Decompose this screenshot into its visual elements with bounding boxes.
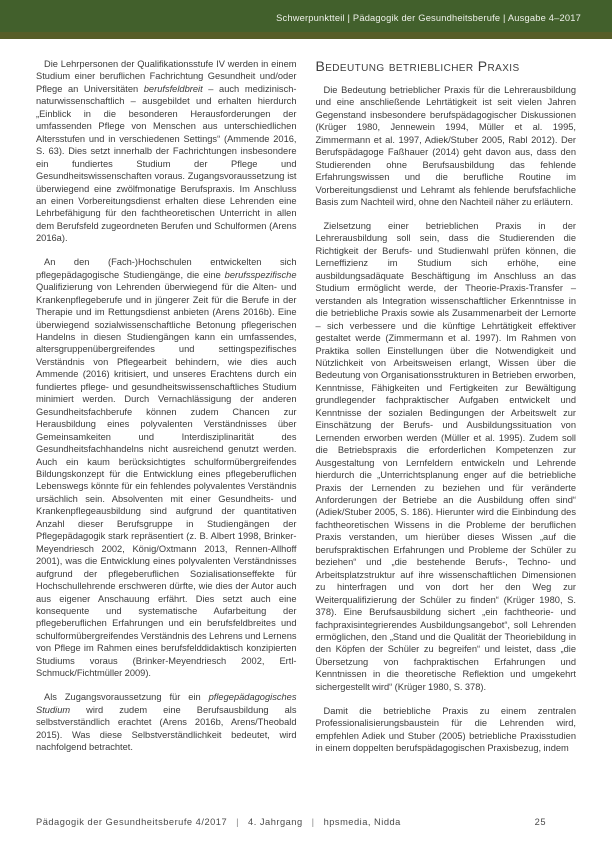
header-bar	[0, 0, 612, 32]
page-number: 25	[534, 817, 546, 827]
footer-separator: |	[236, 817, 240, 827]
footer	[36, 817, 546, 827]
page-content	[36, 58, 576, 766]
header-accent-strip	[0, 32, 612, 39]
paragraph: An den (Fach-)Hochschulen entwickelten sich pflegepädagogische Studiengänge, die eine berufsspezifische Qualifizierung von Lehrenden überwiegend für die Alten- und Krankenpflegeberufe und in jüngerer Zeit für die Berufe in der Therapie und im Rettungsdienst anbieten (Arens 2016b). Eine überwiegend sozialwissenschaftliche Betonung pflegerischen Handelns in diesen Studiengängen kann ein umfassendes, altersgruppenübergreifendes und settingspezifisches Verständnis von Pflegearbeit behindern, wie dies auch Ammende (2016) kritisiert, und unseres Erachtens durch ein fundiertes pflege- und gesundheitswissenschaftliches Studium minimiert werden. Durch Vernachlässigung der anderen Gesundheitsfachberufe können zudem Chancen zur Herausbildung eines polyvalenten Verständnisses über Gemeinsamkeiten und Interdisziplinarität des Gesundheitsfachhandelns nicht ausreichend genutzt werden. Auch ein kaum berücksichtigtes schulformübergreifendes Bildungskonzept für die Entwicklung eines pflegeberuflichen Lebenswegs könnte für ein fehlendes polyvalentes Verständnis ursächlich sein. Absolventen mit einer Gesundheits- und Krankenpflegeausbildung sind aufgrund der quantitativen Anzahl dieser Berufsgruppe in Studiengängen der Pflegepädagogik stark repräsentiert (z. B. Albert 1998, Brinker-Meyendriesch 2002, König/Oxtmann 2013, Rennen-Allhoff 2001), was die Entwicklung eines polyvalenten Verständnisses aufgrund der pflegeberuflichen Sozialisationseffekte für Hochschullehrende erschweren dürfte, wie dies der Autor auch aus eigener Anschauung erfährt. Dies setzt auch eine konsequente und systematische Aufarbeitung der pflegeberuflichen Erfahrungen und ein berufsfeldbreites und schulformübergreifendes Verständnis des Lehrens und Lernens von Pflege im Rahmen eines berufsfelddidaktisch konzipierten Studiums voraus (Brinker-Meyendriesch 2002, Ertl-Schmuck/Fichtmüller 2009).	[36, 257, 297, 679]
section-heading: Bedeutung betrieblicher Praxis	[315, 58, 520, 74]
footer-separator: |	[311, 817, 315, 827]
footer-journal: Pädagogik der Gesundheitsberufe 4/2017	[36, 817, 228, 827]
footer-volume: 4. Jahrgang	[248, 817, 303, 827]
paragraph: Die Lehrpersonen der Qualifikationsstufe IV werden in einem Studium einer beruflichen Fachrichtung Gesundheit und/oder Pflege an Universitäten berufsfeldbreit – auch medizinisch-naturwissenschaftlich – ausgebildet und erhalten hierdurch „Einblick in die besonderen Herausforderungen der umfassenden Pflege von Menschen aus unterschiedlichen Altersstufen und in verschiedenen Settings“ (Ammende 2016, S. 63). Dies setzt innerhalb der Fachrichtungen insbesondere ein fundiertes Studium der Pflege und Gesundheitswissenschaften voraus. Zugangsvoraussetzung ist überwiegend eine zwölfmonatige Berufspraxis. Im Anschluss an einen Vorbereitungsdienst erhalten diese Lehrenden eine Lehrbefähigung für den fachtheoretischen Unterricht in allen dem Berufsfeld zugeordneten Berufen und Schulformen (Arens 2016a).	[36, 59, 297, 244]
right-column	[316, 58, 577, 766]
footer-publisher: hpsmedia, Nidda	[323, 817, 401, 827]
header-running-title: Schwerpunktteil | Pädagogik der Gesundheitsberufe | Ausgabe 4–2017	[276, 12, 581, 23]
paragraph: Damit die betriebliche Praxis zu einem zentralen Professionalisierungsbaustein für die Lehrenden wird, empfehlen Adiek und Stuber (2005) betriebliche Praxisstudien in einem doppelten berufspädagogischen Praxisbezug, indem	[315, 705, 576, 754]
paragraph: Zielsetzung einer betrieblichen Praxis in der Lehrerausbildung soll sein, dass die Studierenden die Richtigkeit der Berufs- und Studienwahl prüfen können, die Lerneffizienz im Studium sich erhöhe, eine ausbildungsadäquate Beschäftigung im Anschluss an das Studium ermöglicht werde, der Theorie-Praxis-Transfer – verstanden als Integration wissenschaftlicher Erkenntnisse in die betriebliche Praxis sowie als Zusammenarbeit der Lernorte – sich verbessere und die künftige Lehrtätigkeit effektiver gestaltet werde (Zimmermann et al. 1997). Im Rahmen von Praktika sollen Einstellungen über die Notwendigkeit und Nützlichkeit von Arbeitsweisen erlangt, Wissen über die Bedeutung von Organisationsstrukturen in Betrieben erworben, Kenntnisse, Fähigkeiten und Fertigkeiten zur Bewältigung grundlegender fachpraktischer Aufgaben entwickelt und Kenntnisse der sozialen Bedingungen der Arbeitswelt zur Einschätzung der Berufs- und Ausbildungssituation von Lernenden erworben werden (Müller et al. 1995). Zudem soll die Betriebspraxis die erforderlichen Kompetenzen zur Ausgestaltung von Lernfeldern entwickeln und Lehrende hierdurch die „Unterrichtsplanung enger auf die betriebliche Praxis der Lernenden zu beziehen und für veränderte Anforderungen der Betriebe an die Ausbildung offen sind“ (Adiek/Stuber 2005, S. 186). Hierunter wird die Einbindung des fachtheoretischen Wissens in die Probleme der beruflichen Praxis verstanden, um hierüber dieses Wissen „auf die berufspraktischen Erfahrungen und Probleme der Schüler zu beziehen“ und „die bestehende Berufs-, Techno- und Arbeitsplatzstruktur auf ihre wissenschaftlichen Dimensionen zu hinterfragen und von dort her den Weg zur Weiterqualifizierung der Schüler zu finden“ (Krüger 1980, S. 378). Eine Berufsausbildung sichert „ein fachtheorie- und fachpraxisintegrierendes Ausbildungsangebot“, soll Lehrenden ermöglichen, den „Stand und die Qualität der Theoriebildung in den Köpfen der Schüler zu begreifen“ und leistet, dass „die Übersetzung von fachpraktischen Erfahrungen und Kenntnissen in die theoretische Reflektion und umgekehrt sichergestellt wird“ (Krüger 1980, S. 378).	[315, 221, 576, 692]
right-column-body	[316, 84, 577, 755]
paragraph: Die Bedeutung betrieblicher Praxis für die Lehrerausbildung und eine anschließende Lehrtätigkeit ist seit vielen Jahren Gegenstand insbesondere berufspädagogischer Diskussionen (Krüger 1980, Jennewein 1994, Müller et al. 1995, Zimmermann et al. 1997, Adiek/Stuber 2005, Rabl 2012). Der Berufspädagoge Faßhauer (2014) geht davon aus, dass den Studierenden ohne Berufsausbildung das fehlende Erfahrungswissen und die berufliche Routine im Vorbereitungsdienst und Lehramt als fehlende berufsfachliche Basis zum Nachteil wird, ohne den Nachteil näher zu erläutern.	[315, 85, 576, 208]
paragraph: Als Zugangsvoraussetzung für ein pflegepädagogisches Studium wird zudem eine Berufsausbildung als selbstverständlich erachtet (Arens 2016b, Arens/Theobald 2015). Was diese Selbstverständlichkeit bedeutet, wird nachfolgend betrachtet.	[36, 692, 297, 753]
left-column	[36, 58, 297, 766]
